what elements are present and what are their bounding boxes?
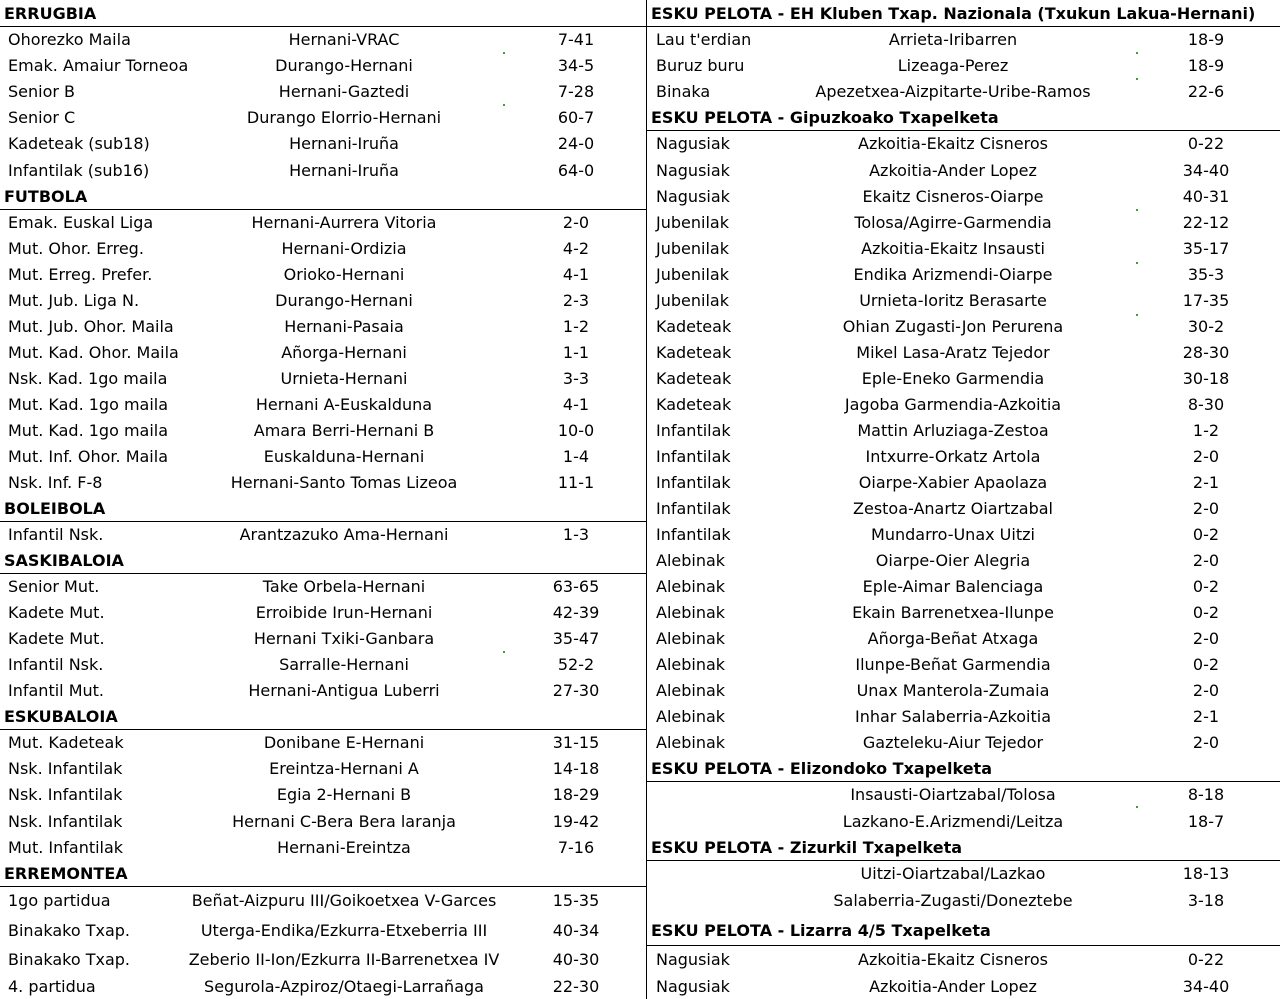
result-row — [0, 808, 646, 835]
section-header-errugbia — [0, 0, 646, 27]
category-label: Nsk. Infantilak — [8, 785, 123, 804]
category-label: Nsk. Infantilak — [8, 811, 123, 831]
category-label: Lau t'erdian — [656, 30, 752, 49]
match-teams: Mattin Arluziaga-Zestoa — [857, 421, 1049, 440]
match-score: 4-1 — [562, 395, 590, 414]
result-row — [647, 210, 1280, 236]
match-teams: Insausti-Oiartzabal/Tolosa — [850, 785, 1056, 804]
decorative-dot — [1136, 52, 1138, 54]
section-header-esku-pelota-gipuzkoako-txapelketa — [647, 105, 1280, 131]
match-teams: Urnieta-Hernani — [280, 369, 408, 388]
match-score: 31-15 — [552, 733, 600, 752]
match-teams: Azkoitia-Ekaitz Insausti — [861, 239, 1045, 258]
decorative-dot — [1136, 314, 1138, 316]
result-row — [647, 496, 1280, 522]
category-label: Infantil Mut. — [8, 681, 104, 700]
result-row — [0, 105, 646, 131]
result-row — [647, 392, 1280, 418]
match-score: 52-2 — [557, 655, 595, 674]
match-teams: Azkoitia-Ander Lopez — [869, 160, 1037, 180]
section-header-erremontea — [0, 861, 646, 887]
category-label: Binakako Txap. — [8, 950, 131, 969]
category-label: Alebinak — [656, 629, 726, 648]
match-score: 35-17 — [1182, 239, 1230, 258]
category-label: Mut. Inf. Ohor. Maila — [8, 447, 168, 466]
match-score: 1-2 — [1192, 421, 1220, 440]
result-row — [647, 626, 1280, 652]
match-score: 7-16 — [557, 838, 595, 857]
category-label: Infantil Nsk. — [8, 525, 104, 544]
match-teams: Take Orbela-Hernani — [262, 577, 426, 596]
match-teams: Azkoitia-Ekaitz Cisneros — [858, 134, 1048, 153]
match-score: 34-40 — [1182, 976, 1230, 996]
match-score: 22-30 — [552, 976, 600, 996]
result-row — [0, 887, 646, 915]
category-label: Mut. Kad. 1go maila — [8, 395, 169, 414]
category-label: Alebinak — [656, 603, 726, 622]
result-row — [0, 288, 646, 314]
result-row — [647, 678, 1280, 704]
match-teams: Mundarro-Unax Uitzi — [871, 525, 1035, 544]
result-row — [647, 236, 1280, 262]
match-teams: Azkoitia-Ander Lopez — [869, 976, 1037, 996]
result-row — [0, 392, 646, 418]
match-teams: Lizeaga-Perez — [897, 56, 1009, 75]
category-label: Kadeteak (sub18) — [8, 134, 150, 153]
result-row — [0, 444, 646, 470]
match-score: 7-41 — [557, 30, 595, 49]
category-label: Mut. Erreg. Prefer. — [8, 265, 153, 284]
match-teams: Uitzi-Oiartzabal/Lazkao — [860, 864, 1046, 883]
match-teams: Ekaitz Cisneros-Oiarpe — [862, 187, 1044, 206]
category-label: Nagusiak — [656, 134, 730, 153]
match-teams: Oiarpe-Oier Alegria — [875, 551, 1031, 570]
match-score: 0-2 — [1192, 525, 1220, 544]
match-score: 2-0 — [1192, 733, 1220, 752]
match-score: 40-31 — [1182, 187, 1230, 206]
result-row — [647, 157, 1280, 184]
decorative-dot — [503, 104, 505, 106]
result-row — [0, 574, 646, 600]
match-score: 30-2 — [1187, 317, 1225, 336]
match-teams: Ereintza-Hernani A — [269, 759, 419, 778]
match-score: 1-3 — [562, 525, 590, 544]
result-row — [0, 652, 646, 678]
category-label: Kadete Mut. — [8, 603, 105, 622]
match-teams: Egia 2-Hernani B — [276, 785, 412, 804]
section-title: ERREMONTEA — [4, 864, 128, 883]
match-teams: Arrieta-Iribarren — [888, 30, 1018, 49]
match-teams: Uterga-Endika/Ezkurra-Etxeberria III — [200, 920, 488, 940]
category-label: Mut. Jub. Ohor. Maila — [8, 317, 174, 336]
result-row — [647, 340, 1280, 366]
match-teams: Ilunpe-Beñat Garmendia — [855, 655, 1051, 674]
section-title: BOLEIBOLA — [4, 499, 106, 518]
category-label: Binaka — [656, 82, 711, 101]
match-score: 1-1 — [562, 343, 590, 362]
result-row — [0, 236, 646, 262]
match-teams: Gazteleku-Aiur Tejedor — [862, 733, 1044, 752]
match-teams: Hernani-Iruña — [289, 134, 399, 153]
match-score: 35-3 — [1187, 265, 1225, 284]
result-row — [647, 600, 1280, 626]
category-label: Infantil Nsk. — [8, 655, 104, 674]
category-label: Infantilak — [656, 421, 731, 440]
match-teams: Sarralle-Hernani — [279, 655, 409, 674]
match-score: 1-4 — [562, 447, 590, 466]
category-label: Infantilak — [656, 473, 731, 492]
match-score: 0-2 — [1192, 655, 1220, 674]
match-score: 3-18 — [1187, 891, 1225, 910]
match-score: 42-39 — [552, 603, 600, 622]
result-row — [0, 678, 646, 704]
match-teams: Hernani-Gaztedi — [278, 82, 410, 101]
match-teams: Erroibide Irun-Hernani — [255, 603, 433, 622]
section-title: ESKUBALOIA — [4, 707, 118, 726]
match-teams: Zestoa-Anartz Oiartzabal — [853, 499, 1053, 518]
match-teams: Tolosa/Agirre-Garmendia — [854, 213, 1052, 232]
result-row — [647, 444, 1280, 470]
match-score: 34-40 — [1182, 160, 1230, 180]
result-row — [647, 730, 1280, 756]
decorative-dot — [503, 52, 505, 54]
category-label: Jubenilak — [656, 239, 729, 258]
section-header-saskibaloia — [0, 548, 646, 574]
match-teams: Salaberria-Zugasti/Doneztebe — [833, 891, 1073, 910]
match-teams: Ohian Zugasti-Jon Perurena — [842, 317, 1064, 336]
result-row — [0, 27, 646, 53]
match-score: 3-3 — [562, 369, 590, 388]
match-teams: Zeberio II-Ion/Ezkurra II-Barrenetxea IV — [188, 950, 500, 969]
section-title: ESKU PELOTA - Gipuzkoako Txapelketa — [651, 108, 999, 127]
match-teams: Jagoba Garmendia-Azkoitia — [844, 395, 1062, 414]
match-score: 2-0 — [1192, 551, 1220, 570]
match-teams: Azkoitia-Ekaitz Cisneros — [858, 950, 1048, 969]
result-row — [647, 548, 1280, 574]
category-label: Nsk. Kad. 1go maila — [8, 369, 168, 388]
category-label: Emak. Amaiur Torneoa — [8, 56, 189, 75]
category-label: Jubenilak — [656, 265, 729, 284]
decorative-dot — [1136, 262, 1138, 264]
result-row — [647, 470, 1280, 496]
section-title: ESKU PELOTA - Zizurkil Txapelketa — [651, 838, 963, 857]
match-score: 15-35 — [552, 891, 600, 910]
match-teams: Mikel Lasa-Aratz Tejedor — [856, 343, 1050, 362]
match-teams: Durango Elorrio-Hernani — [246, 108, 442, 127]
match-score: 28-30 — [1182, 343, 1230, 362]
category-label: Mut. Infantilak — [8, 838, 124, 857]
match-score: 35-47 — [552, 629, 600, 648]
match-teams: Hernani-Iruña — [289, 160, 399, 180]
result-row — [647, 652, 1280, 678]
match-score: 2-1 — [1192, 707, 1220, 726]
result-row — [0, 470, 646, 496]
category-label: Buruz buru — [656, 56, 745, 75]
section-header-esku-pelota-zizurkil-txapelketa — [647, 835, 1280, 861]
match-teams: Unax Manterola-Zumaia — [856, 681, 1050, 700]
decorative-dot — [1136, 78, 1138, 80]
match-score: 60-7 — [557, 108, 595, 127]
result-row — [647, 366, 1280, 392]
category-label: Mut. Kadeteak — [8, 733, 124, 752]
match-score: 1-2 — [562, 317, 590, 336]
result-row — [647, 418, 1280, 444]
category-label: Kadeteak — [656, 395, 732, 414]
result-row — [0, 782, 646, 808]
result-row — [647, 314, 1280, 340]
result-row — [647, 27, 1280, 53]
match-teams: Hernani-Antigua Luberri — [248, 681, 440, 700]
section-header-esku-pelota-lizarra-4-5-txapelketa — [647, 915, 1280, 946]
result-row — [0, 946, 646, 974]
match-teams: Orioko-Hernani — [283, 265, 405, 284]
match-teams: Donibane E-Hernani — [263, 733, 425, 752]
result-row — [0, 53, 646, 79]
category-label: Kadeteak — [656, 317, 732, 336]
match-teams: Lazkano-E.Arizmendi/Leitza — [842, 811, 1064, 831]
category-label: Kadeteak — [656, 369, 732, 388]
result-row — [647, 782, 1280, 808]
result-row — [0, 915, 646, 946]
result-row — [647, 861, 1280, 887]
category-label: Nagusiak — [656, 976, 730, 996]
match-teams: Añorga-Beñat Atxaga — [867, 629, 1039, 648]
match-score: 2-0 — [562, 213, 590, 232]
match-score: 4-1 — [562, 265, 590, 284]
result-row — [647, 131, 1280, 157]
match-score: 8-30 — [1187, 395, 1225, 414]
result-row — [0, 366, 646, 392]
decorative-dot — [1136, 209, 1138, 211]
match-teams: Hernani-VRAC — [288, 30, 400, 49]
category-label: Jubenilak — [656, 213, 729, 232]
section-title: ESKU PELOTA - Lizarra 4/5 Txapelketa — [651, 920, 991, 940]
section-header-esku-pelota-eh-kluben-txap-nazionala-txukun-lakua-hernani — [647, 0, 1280, 27]
match-teams: Hernani-Pasaia — [284, 317, 404, 336]
category-label: Nsk. Infantilak — [8, 759, 123, 778]
section-header-boleibola — [0, 496, 646, 522]
result-row — [0, 418, 646, 444]
category-label: Senior B — [8, 82, 76, 101]
section-title: ERRUGBIA — [4, 3, 97, 23]
result-row — [0, 835, 646, 861]
section-title: ESKU PELOTA - EH Kluben Txap. Nazionala (Txukun Lakua-Hernani) — [651, 3, 1256, 23]
match-teams: Intxurre-Orkatz Artola — [865, 447, 1041, 466]
result-row — [0, 210, 646, 236]
category-label: Senior Mut. — [8, 577, 100, 596]
result-row — [647, 79, 1280, 105]
section-title: ESKU PELOTA - Elizondoko Txapelketa — [651, 759, 992, 778]
match-teams: Hernani-Ereintza — [277, 838, 411, 857]
match-teams: Ekain Barrenetxea-Ilunpe — [852, 603, 1054, 622]
category-label: Senior C — [8, 108, 76, 127]
category-label: Binakako Txap. — [8, 920, 131, 940]
match-score: 22-12 — [1182, 213, 1230, 232]
match-score: 64-0 — [557, 160, 595, 180]
category-label: Infantilak — [656, 499, 731, 518]
match-score: 0-22 — [1187, 134, 1225, 153]
category-label: Alebinak — [656, 681, 726, 700]
match-teams: Hernani Txiki-Ganbara — [253, 629, 435, 648]
result-row — [647, 887, 1280, 915]
match-teams: Durango-Hernani — [275, 291, 413, 310]
match-score: 63-65 — [552, 577, 600, 596]
match-score: 0-2 — [1192, 603, 1220, 622]
match-score: 18-29 — [552, 785, 600, 804]
match-teams: Durango-Hernani — [275, 56, 413, 75]
match-teams: Endika Arizmendi-Oiarpe — [853, 265, 1053, 284]
match-score: 18-7 — [1187, 811, 1225, 831]
match-score: 4-2 — [562, 239, 590, 258]
category-label: Mut. Jub. Liga N. — [8, 291, 140, 310]
match-teams: Apezetxea-Aizpitarte-Uribe-Ramos — [815, 82, 1091, 101]
category-label: Nsk. Inf. F-8 — [8, 473, 103, 492]
match-teams: Euskalduna-Hernani — [263, 447, 425, 466]
match-teams: Hernani A-Euskalduna — [255, 395, 433, 414]
match-score: 24-0 — [557, 134, 595, 153]
match-teams: Añorga-Hernani — [281, 343, 407, 362]
match-score: 0-22 — [1187, 950, 1225, 969]
result-row — [647, 574, 1280, 600]
category-label: Infantilak — [656, 447, 731, 466]
match-score: 18-9 — [1187, 30, 1225, 49]
section-title: SASKIBALOIA — [4, 551, 124, 570]
match-score: 10-0 — [557, 421, 595, 440]
result-row — [0, 974, 646, 999]
match-teams: Hernani C-Bera Bera laranja — [232, 811, 456, 831]
decorative-dot — [503, 651, 505, 653]
match-score: 18-9 — [1187, 56, 1225, 75]
category-label: Nagusiak — [656, 950, 730, 969]
match-score: 18-13 — [1182, 864, 1230, 883]
category-label: Alebinak — [656, 733, 726, 752]
result-row — [647, 184, 1280, 210]
category-label: Nagusiak — [656, 160, 730, 180]
match-score: 34-5 — [557, 56, 595, 75]
category-label: Jubenilak — [656, 291, 729, 310]
match-score: 30-18 — [1182, 369, 1230, 388]
match-score: 0-2 — [1192, 577, 1220, 596]
result-row — [0, 522, 646, 548]
result-row — [0, 314, 646, 340]
category-label: Ohorezko Maila — [8, 30, 131, 49]
result-row — [0, 157, 646, 184]
match-teams: Urnieta-Ioritz Berasarte — [859, 291, 1047, 310]
match-teams: Eple-Eneko Garmendia — [861, 369, 1045, 388]
match-score: 2-0 — [1192, 681, 1220, 700]
match-score: 22-6 — [1187, 82, 1225, 101]
match-teams: Segurola-Azpiroz/Otaegi-Larrañaga — [204, 976, 484, 996]
result-row — [0, 730, 646, 756]
result-row — [0, 340, 646, 366]
category-label: Infantilak — [656, 525, 731, 544]
result-row — [0, 131, 646, 157]
result-row — [647, 522, 1280, 548]
result-row — [0, 756, 646, 782]
category-label: Nagusiak — [656, 187, 730, 206]
result-row — [0, 262, 646, 288]
category-label: Alebinak — [656, 577, 726, 596]
match-score: 14-18 — [552, 759, 600, 778]
match-teams: Hernani-Aurrera Vitoria — [251, 213, 437, 232]
match-score: 40-30 — [552, 950, 600, 969]
category-label: 4. partidua — [8, 976, 96, 996]
section-header-eskubaloia — [0, 704, 646, 730]
match-teams: Arantzazuko Ama-Hernani — [239, 525, 449, 544]
match-score: 2-0 — [1192, 499, 1220, 518]
match-teams: Hernani-Ordizia — [281, 239, 407, 258]
category-label: Kadete Mut. — [8, 629, 105, 648]
match-score: 7-28 — [557, 82, 595, 101]
section-header-esku-pelota-elizondoko-txapelketa — [647, 756, 1280, 782]
category-label: Infantilak (sub16) — [8, 160, 150, 180]
category-label: 1go partidua — [8, 891, 111, 910]
match-score: 8-18 — [1187, 785, 1225, 804]
match-teams: Inhar Salaberria-Azkoitia — [854, 707, 1052, 726]
decorative-dot — [1136, 806, 1138, 808]
result-row — [0, 79, 646, 105]
match-score: 40-34 — [552, 920, 600, 940]
category-label: Mut. Ohor. Erreg. — [8, 239, 144, 258]
category-label: Alebinak — [656, 655, 726, 674]
category-label: Kadeteak — [656, 343, 732, 362]
match-teams: Eple-Aimar Balenciaga — [862, 577, 1044, 596]
match-score: 2-3 — [562, 291, 590, 310]
result-row — [647, 808, 1280, 835]
category-label: Alebinak — [656, 551, 726, 570]
category-label: Alebinak — [656, 707, 726, 726]
match-teams: Hernani-Santo Tomas Lizeoa — [230, 473, 458, 492]
match-score: 11-1 — [557, 473, 595, 492]
result-row — [0, 626, 646, 652]
category-label: Mut. Kad. 1go maila — [8, 421, 169, 440]
category-label: Emak. Euskal Liga — [8, 213, 154, 232]
match-score: 19-42 — [552, 811, 600, 831]
match-score: 27-30 — [552, 681, 600, 700]
result-row — [647, 946, 1280, 974]
result-row — [0, 600, 646, 626]
match-score: 2-0 — [1192, 629, 1220, 648]
result-row — [647, 288, 1280, 314]
match-score: 17-35 — [1182, 291, 1230, 310]
match-teams: Beñat-Aizpuru III/Goikoetxea V-Garces — [191, 891, 497, 910]
result-row — [647, 53, 1280, 79]
result-row — [647, 704, 1280, 730]
match-score: 2-1 — [1192, 473, 1220, 492]
match-teams: Amara Berri-Hernani B — [253, 421, 435, 440]
match-score: 2-0 — [1192, 447, 1220, 466]
section-title: FUTBOLA — [4, 187, 88, 206]
match-teams: Oiarpe-Xabier Apaolaza — [858, 473, 1048, 492]
section-header-futbola — [0, 184, 646, 210]
result-row — [647, 974, 1280, 999]
category-label: Mut. Kad. Ohor. Maila — [8, 343, 179, 362]
result-row — [647, 262, 1280, 288]
